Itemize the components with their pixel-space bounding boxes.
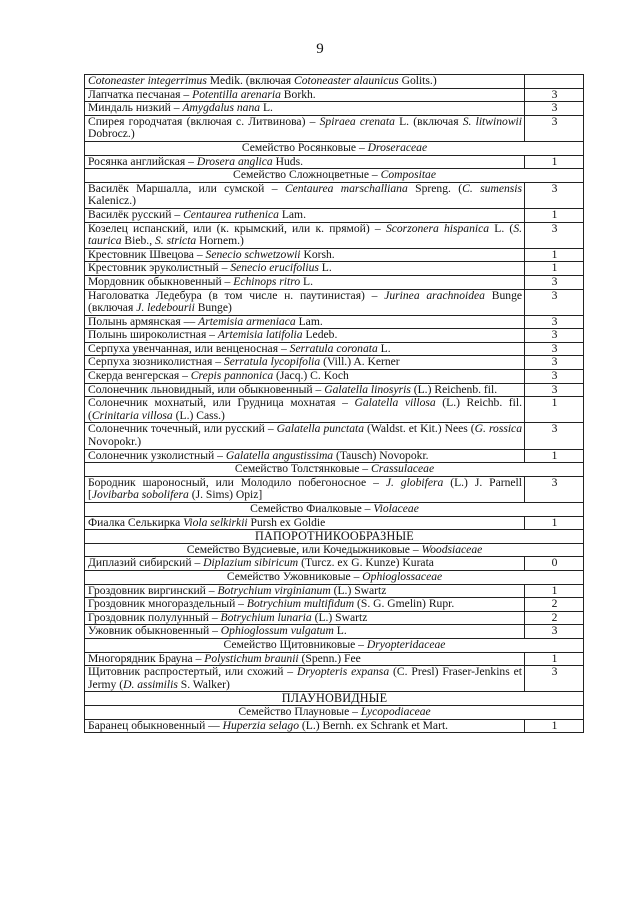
text-fragment: Скерда венгерская – (88, 369, 191, 383)
text-fragment: Lam. (278, 207, 306, 221)
species-row (85, 315, 584, 329)
latin-name: Echinops ritro (233, 274, 301, 288)
species-row (85, 342, 584, 356)
text-fragment: Novopokr.) (88, 435, 142, 449)
text-fragment: Spreng. ( (407, 181, 463, 195)
category-cell: 3 (525, 356, 584, 370)
latin-name: Compositae (380, 168, 436, 182)
category-cell: 3 (525, 370, 584, 384)
species-row (85, 598, 584, 612)
species-name-cell (85, 342, 525, 356)
category-cell: 1 (525, 262, 584, 276)
family-title (85, 169, 584, 183)
species-name-cell (85, 155, 525, 169)
category-cell: 2 (525, 611, 584, 625)
text-fragment: Семейство Росянковые – (241, 140, 368, 154)
text-fragment: (L.) J. Parnell [ (88, 475, 522, 502)
text-fragment: Росянка английская – (88, 154, 197, 168)
text-fragment: Семейство Сложноцветные – (232, 168, 381, 182)
latin-name: J. ledebourii (136, 301, 195, 315)
text-fragment: Многорядник Брауна – (88, 651, 205, 665)
text-fragment: ПАПОРОТНИКООБРАЗНЫЕ (255, 529, 414, 544)
text-fragment: L. (включая (394, 114, 463, 128)
text-fragment: Huds. (272, 154, 304, 168)
text-fragment: Korsh. (300, 247, 335, 261)
text-fragment: Семейство Плауновые – (238, 704, 361, 718)
latin-name: Drosera anglica (196, 154, 273, 168)
species-name-cell (85, 208, 525, 222)
text-fragment: (L.) Reichb. fil. ( (88, 396, 522, 422)
text-fragment: (L.) Swartz (330, 583, 387, 597)
species-row (85, 383, 584, 397)
species-name-cell (85, 625, 525, 639)
category-cell: 3 (525, 88, 584, 102)
text-fragment: Medik. (включая (206, 74, 294, 87)
species-name-cell (85, 397, 525, 423)
category-cell: 3 (525, 289, 584, 315)
latin-name: Lycopodiaceae (360, 704, 431, 718)
latin-name: J. globifera (385, 475, 444, 489)
text-fragment: Спирея городчатая (включая с. Литвинова) – (88, 114, 320, 128)
latin-name: Spiraea crenata (319, 114, 395, 128)
family-title (85, 638, 584, 652)
text-fragment: Kalenicz.) (88, 194, 136, 208)
category-cell: 3 (525, 275, 584, 289)
species-name-cell (85, 598, 525, 612)
species-row (85, 356, 584, 370)
category-cell: 1 (525, 516, 584, 530)
species-name-cell (85, 248, 525, 262)
family-header-row (85, 169, 584, 183)
latin-name: D. assimilis (123, 677, 178, 691)
latin-name: Botrychium multifidum (246, 597, 355, 611)
latin-name: Crepis pannonica (190, 369, 274, 383)
species-row (85, 370, 584, 384)
latin-name: Serratula coronata (289, 341, 378, 355)
latin-name: Dryopteris expansa (297, 665, 390, 679)
text-fragment: Крестовник Швецова – (88, 247, 206, 261)
latin-name: Violaceae (373, 502, 419, 515)
species-row (85, 666, 584, 692)
latin-name: Crinitaria villosa (91, 408, 173, 422)
species-row (85, 182, 584, 208)
latin-name: G. rossica (474, 422, 523, 436)
latin-name: Galatella linosyris (324, 382, 411, 396)
latin-name: Polystichum braunii (204, 651, 299, 665)
latin-name: Botrychium virginianum (217, 583, 331, 597)
species-name-cell (85, 557, 525, 571)
species-row (85, 397, 584, 423)
species-name-cell (85, 289, 525, 315)
category-cell: 3 (525, 666, 584, 692)
text-fragment: Солонечник точечный, или русский – (88, 422, 277, 436)
text-fragment: Bieb., (121, 234, 155, 248)
species-table (84, 74, 584, 733)
text-fragment: (L.) Bernh. ex Schrank et Mart. (299, 718, 449, 732)
text-fragment: Мордовник обыкновенный – (88, 274, 234, 288)
text-fragment: Семейство Ужовниковые – (226, 569, 363, 583)
text-fragment: Серпуха увенчанная, или венценосная – (88, 341, 290, 355)
text-fragment: Бородник шароносный, или Молодило побегоносное – (88, 475, 386, 489)
latin-name: Galatella angustissima (225, 448, 334, 462)
text-fragment: Миндаль низкий – (88, 101, 183, 115)
species-name-cell (85, 449, 525, 463)
species-name-cell (85, 182, 525, 208)
category-cell: 1 (525, 584, 584, 598)
category-cell: 3 (525, 329, 584, 343)
group-header-row (85, 530, 584, 544)
category-cell: 1 (525, 155, 584, 169)
species-row (85, 262, 584, 276)
text-fragment: Гроздовник полулунный – (88, 610, 221, 624)
latin-name: Jurinea arachnoidea (384, 288, 485, 302)
text-fragment: Полынь широколистная – (88, 328, 218, 342)
species-name-cell (85, 476, 525, 502)
category-cell (525, 75, 584, 89)
species-row (85, 275, 584, 289)
species-name-cell (85, 275, 525, 289)
category-cell: 1 (525, 449, 584, 463)
text-fragment: Hornem.) (196, 234, 244, 248)
species-name-cell (85, 88, 525, 102)
category-cell: 0 (525, 557, 584, 571)
species-name-cell (85, 222, 525, 248)
latin-name: Cotoneaster alaunicus (294, 74, 399, 87)
latin-name: Dryopteridaceae (366, 637, 446, 651)
latin-name: Cotoneaster integerrimus (88, 74, 207, 87)
latin-name: Viola selkirkii (183, 515, 248, 529)
text-fragment: (L.) Cass.) (172, 408, 225, 422)
species-name-cell (85, 262, 525, 276)
category-cell: 3 (525, 102, 584, 116)
species-row (85, 329, 584, 343)
category-cell: 3 (525, 115, 584, 141)
text-fragment: (Jacq.) C. Koch (273, 369, 349, 383)
text-fragment: Василёк русский – (88, 207, 184, 221)
species-name-cell (85, 356, 525, 370)
species-row (85, 289, 584, 315)
category-cell: 3 (525, 423, 584, 449)
text-fragment: (Spenn.) Fee (298, 651, 361, 665)
text-fragment: Borkh. (280, 87, 316, 101)
category-cell: 3 (525, 476, 584, 502)
latin-name: Jovibarba sobolifera (91, 488, 189, 502)
species-name-cell (85, 75, 525, 89)
latin-name: Galatella villosa (354, 396, 436, 410)
text-fragment: ПЛАУНОВИДНЫЕ (281, 691, 388, 706)
text-fragment: L. (377, 341, 391, 355)
family-header-row (85, 570, 584, 584)
latin-name: Diplazium sibiricum (203, 556, 299, 570)
text-fragment: Солонечник мохнатый, или Грудница мохнатая – (88, 396, 355, 410)
category-cell: 1 (525, 719, 584, 733)
text-fragment: Серпуха зюзниколистная – (88, 355, 224, 369)
text-fragment: Полынь армянская — (88, 314, 199, 328)
species-row (85, 423, 584, 449)
species-row (85, 75, 584, 89)
latin-name: S. stricta (155, 234, 197, 248)
text-fragment: Семейство Фиалковые – (250, 502, 374, 515)
category-cell: 3 (525, 383, 584, 397)
latin-name: Senecio schwetzowii (205, 247, 301, 261)
family-title (85, 570, 584, 584)
species-name-cell (85, 115, 525, 141)
family-header-row (85, 705, 584, 719)
species-row (85, 719, 584, 733)
text-fragment: Bunge (включая (88, 288, 523, 315)
text-fragment: Bunge) (194, 301, 232, 315)
family-title (85, 463, 584, 477)
text-fragment: Ledeb. (302, 328, 338, 342)
latin-name: Senecio erucifolius (230, 261, 319, 275)
text-fragment: Dobrocz.) (88, 127, 135, 141)
text-fragment: Диплазий сибирский – (88, 556, 204, 570)
latin-name: C. sumensis (462, 181, 523, 195)
species-name-cell (85, 370, 525, 384)
category-cell: 2 (525, 598, 584, 612)
species-row (85, 611, 584, 625)
species-row (85, 208, 584, 222)
text-fragment: Щитовник распростертый, или схожий – (88, 665, 297, 679)
text-fragment: Фиалка Селькирка (88, 515, 184, 529)
group-title (85, 692, 584, 706)
species-row (85, 449, 584, 463)
family-title (85, 503, 584, 517)
latin-name: Artemisia latifolia (217, 328, 303, 342)
latin-name: S. taurica (88, 221, 523, 248)
text-fragment: Гроздовник виргинский – (88, 583, 218, 597)
text-fragment: Семейство Щитовниковые – (223, 637, 367, 651)
latin-name: Ophioglossum vulgatum (220, 624, 334, 638)
species-name-cell (85, 611, 525, 625)
latin-name: Ophioglossaceae (362, 569, 443, 583)
text-fragment: Солонечник узколистный – (88, 448, 226, 462)
text-fragment: Lam. (295, 314, 323, 328)
species-row (85, 584, 584, 598)
text-fragment: Ужовник обыкновенный – (88, 624, 221, 638)
latin-name: S. litwinowii (462, 114, 522, 128)
text-fragment: Козелец испанский, или (к. крымский, или к. прямой) – (88, 221, 386, 235)
text-fragment: Лапчатка песчаная – (88, 87, 193, 101)
species-name-cell (85, 383, 525, 397)
category-cell: 1 (525, 248, 584, 262)
species-row (85, 102, 584, 116)
text-fragment: Баранец обыкновенный — (88, 718, 223, 732)
species-name-cell (85, 719, 525, 733)
group-header-row (85, 692, 584, 706)
text-fragment: (Tausch) Novopokr. (333, 448, 429, 462)
text-fragment: (J. Sims) Opiz] (188, 488, 263, 502)
text-fragment: S. Walker) (177, 677, 230, 691)
text-fragment: L. ( (489, 221, 514, 235)
species-name-cell (85, 423, 525, 449)
species-row (85, 155, 584, 169)
category-cell: 3 (525, 342, 584, 356)
latin-name: Botrychium lunaria (220, 610, 312, 624)
species-row (85, 476, 584, 502)
species-row (85, 516, 584, 530)
species-name-cell (85, 315, 525, 329)
species-row (85, 222, 584, 248)
latin-name: Crassulaceae (370, 462, 435, 476)
text-fragment: Семейство Вудсиевые, или Кочедыжниковые – (186, 542, 422, 556)
species-row (85, 248, 584, 262)
text-fragment: Гроздовник многораздельный – (88, 597, 247, 611)
latin-name: Scorzonera hispanica (385, 221, 490, 235)
text-fragment: (L.) Swartz (311, 610, 368, 624)
text-fragment: (Waldst. et Kit.) Nees ( (364, 422, 475, 436)
family-header-row (85, 141, 584, 155)
text-fragment: Golits.) (398, 74, 437, 87)
text-fragment: Солонечник льновидный, или обыкновенный – (88, 382, 325, 396)
family-header-row (85, 503, 584, 517)
category-cell: 3 (525, 315, 584, 329)
latin-name: Droseraceae (367, 140, 428, 154)
species-row (85, 625, 584, 639)
species-name-cell (85, 584, 525, 598)
text-fragment: Pursh ex Goldie (247, 515, 326, 529)
latin-name: Potentilla arenaria (192, 87, 281, 101)
latin-name: Galatella punctata (276, 422, 365, 436)
species-name-cell (85, 102, 525, 116)
text-fragment: L. (260, 101, 273, 115)
text-fragment: L. (333, 624, 347, 638)
latin-name: Amygdalus nana (182, 101, 261, 115)
category-cell: 1 (525, 208, 584, 222)
species-name-cell (85, 652, 525, 666)
text-fragment: Наголоватка Ледебура (в том числе н. паутинистая) – (88, 288, 385, 302)
latin-name: Huperzia selago (222, 718, 299, 732)
species-row (85, 115, 584, 141)
category-cell: 3 (525, 625, 584, 639)
text-fragment: (C. Presl) Fraser-Jenkins et Jermy ( (88, 665, 522, 691)
species-table-body (85, 75, 584, 733)
category-cell: 3 (525, 182, 584, 208)
latin-name: Serratula lycopifolia (223, 355, 321, 369)
latin-name: Woodsiaceae (421, 542, 483, 556)
page-number: 9 (316, 41, 324, 57)
latin-name: Artemisia armeniaca (198, 314, 296, 328)
family-title (85, 141, 584, 155)
species-name-cell (85, 666, 525, 692)
text-fragment: Семейство Толстянковые – (234, 462, 371, 476)
species-name-cell (85, 516, 525, 530)
latin-name: Centaurea ruthenica (183, 207, 279, 221)
text-fragment: L. (318, 261, 332, 275)
species-row (85, 88, 584, 102)
species-row (85, 557, 584, 571)
category-cell: 3 (525, 222, 584, 248)
latin-name: Centaurea marschalliana (284, 181, 408, 195)
species-name-cell (85, 329, 525, 343)
text-fragment: L. (300, 274, 314, 288)
family-title (85, 543, 584, 557)
text-fragment: (Vill.) A. Kerner (320, 355, 400, 369)
group-title (85, 530, 584, 544)
family-header-row (85, 463, 584, 477)
text-fragment: (Turcz. ex G. Kunze) Kurata (298, 556, 434, 570)
category-cell: 1 (525, 652, 584, 666)
text-fragment: Василёк Маршалла, или сумской – (88, 181, 285, 195)
family-header-row (85, 638, 584, 652)
family-title (85, 705, 584, 719)
text-fragment: (L.) Reichenb. fil. (410, 382, 498, 396)
text-fragment: Крестовник эруколистный – (88, 261, 231, 275)
family-header-row (85, 543, 584, 557)
category-cell: 1 (525, 397, 584, 423)
text-fragment: (S. G. Gmelin) Rupr. (354, 597, 455, 611)
species-row (85, 652, 584, 666)
